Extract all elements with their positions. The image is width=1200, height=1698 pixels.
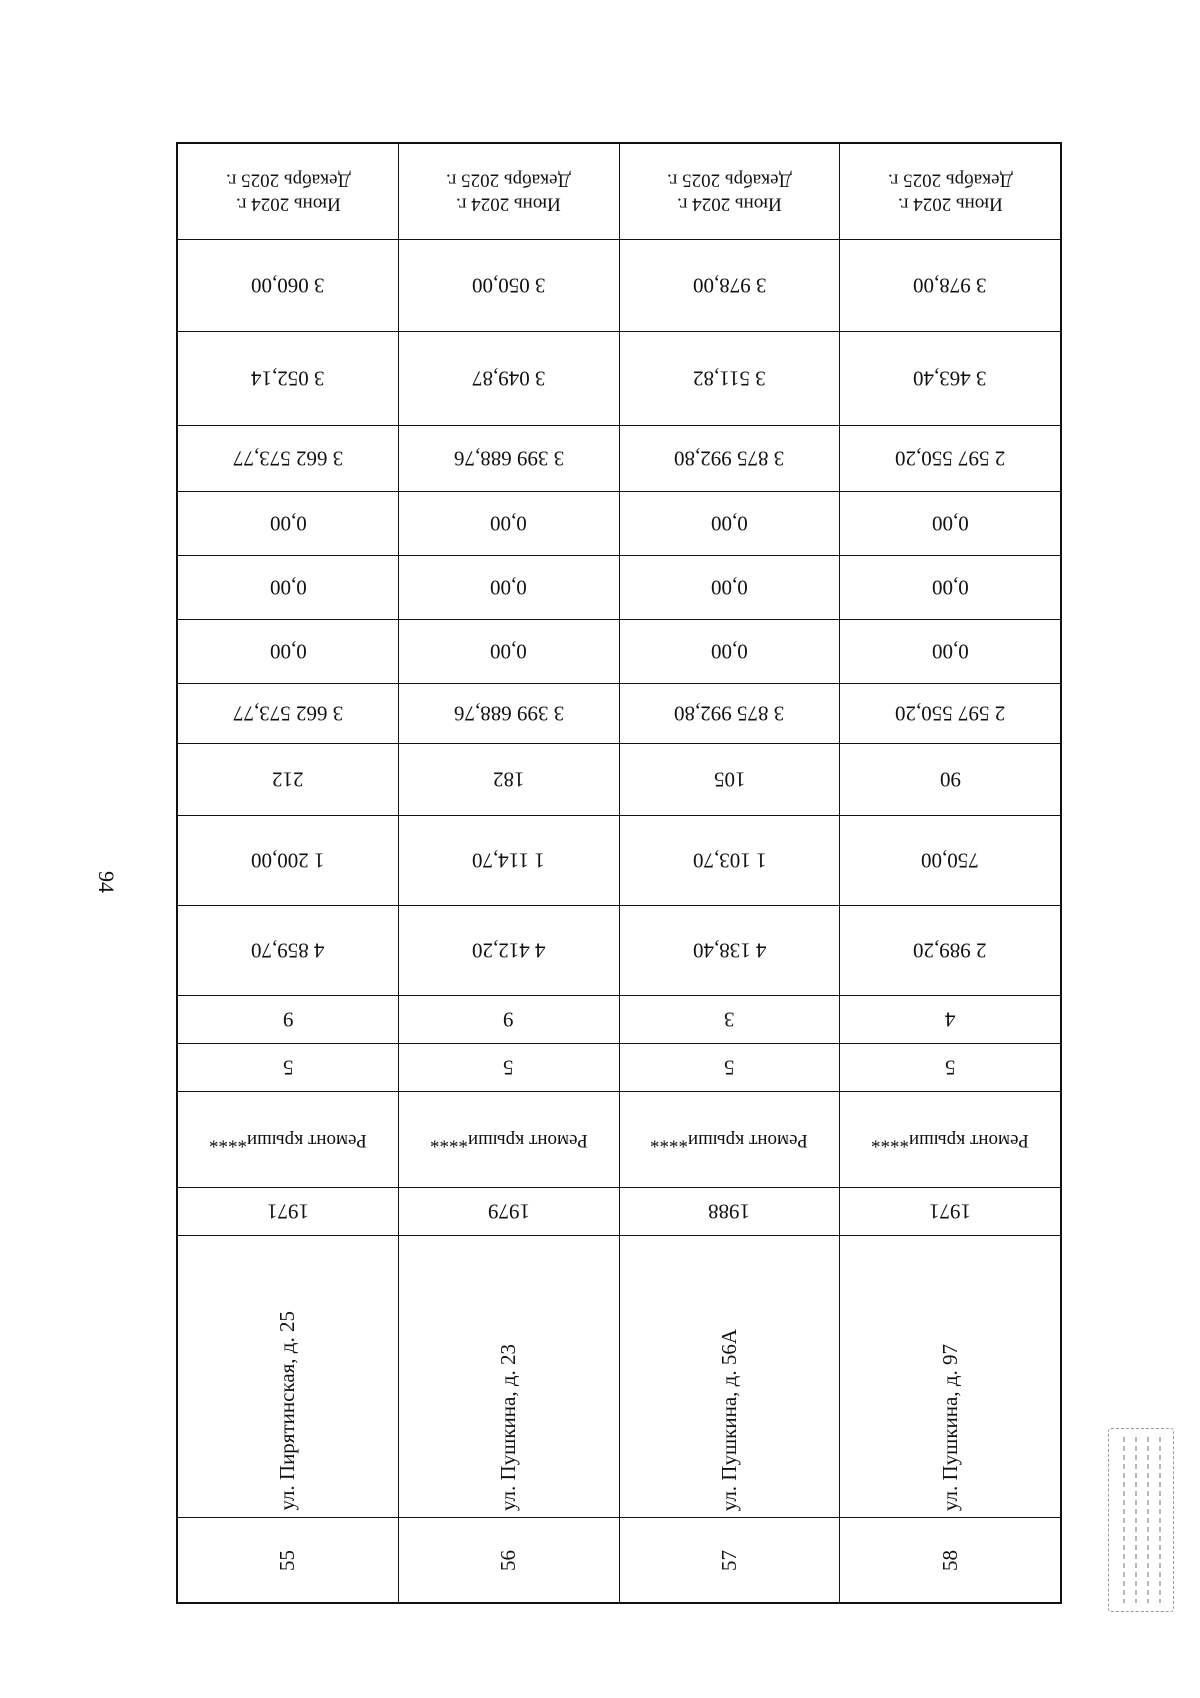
- table-cell: [178, 906, 399, 995]
- period-line-1: Июнь 2024 г.: [235, 193, 341, 215]
- cell-value: 0,00: [931, 575, 969, 600]
- cell-value: 0,00: [269, 511, 307, 536]
- work-type-cell: [620, 1092, 841, 1187]
- table-row-c8: [178, 744, 1060, 816]
- cell-value: 90: [939, 767, 961, 792]
- table-row-c14: [178, 332, 1060, 426]
- row-number-cell: [178, 1518, 399, 1602]
- table-cell: [620, 1188, 841, 1235]
- table-cell: [620, 240, 841, 331]
- row-number: 56: [496, 1549, 521, 1571]
- cell-value: 3 511,82: [693, 366, 766, 391]
- cell-value: 0,00: [490, 639, 527, 664]
- table-row-c9: [178, 684, 1060, 744]
- work-type-cell: [178, 1092, 399, 1187]
- cell-value: 3 049,87: [471, 366, 546, 391]
- table-cell: [620, 492, 841, 555]
- table-cell: [840, 426, 1060, 491]
- address-cell: [178, 1236, 399, 1517]
- cell-value: 0,00: [490, 575, 527, 600]
- work-type-cell: [399, 1092, 620, 1187]
- table-cell: [620, 620, 841, 683]
- build-year: 1971: [929, 1199, 972, 1224]
- table-cell: [840, 240, 1060, 331]
- table-row-year: [178, 1188, 1060, 1236]
- table-cell: [399, 240, 620, 331]
- address-cell: [399, 1236, 620, 1517]
- table-cell: [840, 332, 1060, 425]
- table-cell: [620, 816, 841, 905]
- address: ул. Пушкина, д. 97: [937, 1343, 962, 1511]
- table-cell: [620, 996, 841, 1043]
- table-cell: [399, 332, 620, 425]
- table-cell: [399, 996, 620, 1043]
- cell-value: 4 412,20: [471, 938, 546, 963]
- period-cell: [620, 144, 841, 239]
- row-number-cell: [840, 1518, 1060, 1602]
- cell-value: 0,00: [711, 575, 748, 600]
- table-cell: [399, 1044, 620, 1091]
- cell-value: 3 060,00: [251, 273, 325, 298]
- page-number: 94: [94, 871, 119, 893]
- table-cell: [620, 744, 841, 815]
- table-cell: [399, 816, 620, 905]
- cell-value: 0,00: [711, 511, 748, 536]
- cell-value: 3 662 573,77: [232, 701, 343, 726]
- table-cell: [620, 684, 841, 743]
- period-line-2: Декабрь 2025 г.: [446, 169, 571, 191]
- table-cell: [840, 1188, 1060, 1235]
- approval-stamp: [1108, 1428, 1174, 1612]
- table-cell: [620, 426, 841, 491]
- table-cell: [178, 816, 399, 905]
- table-cell: [840, 816, 1060, 905]
- cell-value: 1 114,70: [472, 848, 545, 873]
- build-year: 1988: [708, 1199, 751, 1224]
- period-line-2: Декабрь 2025 г.: [667, 169, 792, 191]
- cell-value: 3 978,00: [913, 273, 987, 298]
- cell-value: 9: [282, 1007, 294, 1032]
- work-type: Ремонт крыши****: [650, 1129, 809, 1151]
- table-cell: [178, 1188, 399, 1235]
- work-type: Ремонт крыши****: [429, 1129, 588, 1151]
- address-cell: [620, 1236, 841, 1517]
- cell-value: 0,00: [269, 639, 307, 664]
- table-cell: [399, 1188, 620, 1235]
- table-cell: [399, 744, 620, 815]
- work-type-cell: [840, 1092, 1060, 1187]
- cell-value: 3 052,14: [251, 366, 325, 391]
- cell-value: 105: [713, 767, 746, 792]
- address-cell: [840, 1236, 1060, 1517]
- table-cell: [178, 744, 399, 815]
- table-cell: [178, 620, 399, 683]
- table-cell: [840, 684, 1060, 743]
- table-row-c10: [178, 620, 1060, 684]
- cell-value: 750,00: [921, 848, 979, 873]
- build-year: 1971: [266, 1199, 309, 1224]
- table-row-c11: [178, 556, 1060, 620]
- cell-value: 2 597 550,20: [895, 446, 1006, 471]
- capital-repair-table: [176, 142, 1062, 1604]
- cell-value: 4: [944, 1007, 956, 1032]
- table-cell: [840, 556, 1060, 619]
- table-cell: [178, 996, 399, 1043]
- table-cell: [178, 426, 399, 491]
- table-row-c12: [178, 492, 1060, 556]
- cell-value: 3: [724, 1007, 735, 1032]
- cell-value: 3 978,00: [692, 273, 767, 298]
- cell-value: 182: [492, 767, 525, 792]
- row-number: 57: [716, 1549, 741, 1571]
- cell-value: 3 875 992,80: [674, 446, 785, 471]
- table-cell: [840, 996, 1060, 1043]
- table-cell: [620, 556, 841, 619]
- table-row-c7: [178, 816, 1060, 906]
- row-number: 58: [937, 1549, 962, 1571]
- cell-value: 9: [503, 1007, 514, 1032]
- table-row-period: [178, 144, 1060, 240]
- row-number: 55: [275, 1549, 300, 1571]
- period-line-1: Июнь 2024 г.: [677, 193, 782, 215]
- table-row-number: [178, 1518, 1060, 1602]
- cell-value: 5: [724, 1055, 735, 1080]
- cell-value: 0,00: [931, 639, 969, 664]
- row-number-cell: [620, 1518, 841, 1602]
- cell-value: 3 662 573,77: [232, 446, 343, 471]
- period-cell: [840, 144, 1060, 239]
- cell-value: 2 989,20: [913, 938, 987, 963]
- table-cell: [399, 492, 620, 555]
- cell-value: 3 463,40: [913, 366, 987, 391]
- table-row-c5: [178, 996, 1060, 1044]
- period-line-1: Июнь 2024 г.: [897, 193, 1003, 215]
- address: ул. Пирятинская, д. 25: [275, 1311, 300, 1511]
- period-line-2: Декабрь 2025 г.: [887, 169, 1013, 191]
- table-cell: [840, 620, 1060, 683]
- table-cell: [178, 240, 399, 331]
- cell-value: 5: [282, 1055, 294, 1080]
- table-cell: [840, 492, 1060, 555]
- table-cell: [399, 684, 620, 743]
- cell-value: 1 200,00: [251, 848, 325, 873]
- cell-value: 0,00: [711, 639, 748, 664]
- table-cell: [840, 744, 1060, 815]
- cell-value: 4 138,40: [692, 938, 767, 963]
- table-cell: [840, 1044, 1060, 1091]
- cell-value: 3 875 992,80: [674, 701, 785, 726]
- table-cell: [178, 684, 399, 743]
- table-cell: [178, 1044, 399, 1091]
- address: ул. Пушкина, д. 56А: [716, 1328, 741, 1511]
- table-row-address: [178, 1236, 1060, 1518]
- table-cell: [620, 906, 841, 995]
- cell-value: 212: [272, 767, 304, 792]
- cell-value: 5: [503, 1055, 514, 1080]
- cell-value: 0,00: [490, 511, 527, 536]
- period-cell: [399, 144, 620, 239]
- table-cell: [399, 426, 620, 491]
- table-cell: [620, 1044, 841, 1091]
- cell-value: 0,00: [269, 575, 307, 600]
- period-line-2: Декабрь 2025 г.: [225, 169, 351, 191]
- row-number-cell: [399, 1518, 620, 1602]
- table-cell: [399, 556, 620, 619]
- table-cell: [178, 556, 399, 619]
- build-year: 1979: [487, 1199, 530, 1224]
- table-row-c13: [178, 426, 1060, 492]
- period-line-1: Июнь 2024 г.: [456, 193, 561, 215]
- cell-value: 1 103,70: [692, 848, 767, 873]
- period-cell: [178, 144, 399, 239]
- table-row-c15: [178, 240, 1060, 332]
- cell-value: 2 597 550,20: [895, 701, 1006, 726]
- table-cell: [840, 906, 1060, 995]
- table-cell: [399, 620, 620, 683]
- cell-value: 0,00: [931, 511, 969, 536]
- cell-value: 4 859,70: [251, 938, 325, 963]
- work-type: Ремонт крыши****: [208, 1129, 367, 1151]
- table-cell: [178, 332, 399, 425]
- cell-value: 5: [944, 1055, 956, 1080]
- table-row-c4: [178, 1044, 1060, 1092]
- table-row-c6: [178, 906, 1060, 996]
- cell-value: 3 399 688,76: [453, 446, 564, 471]
- table-cell: [178, 492, 399, 555]
- cell-value: 3 399 688,76: [453, 701, 564, 726]
- cell-value: 3 050,00: [471, 273, 546, 298]
- work-type: Ремонт крыши****: [871, 1129, 1030, 1151]
- address: ул. Пушкина, д. 23: [496, 1343, 521, 1511]
- table-row-work-type: [178, 1092, 1060, 1188]
- table-cell: [620, 332, 841, 425]
- table-cell: [399, 906, 620, 995]
